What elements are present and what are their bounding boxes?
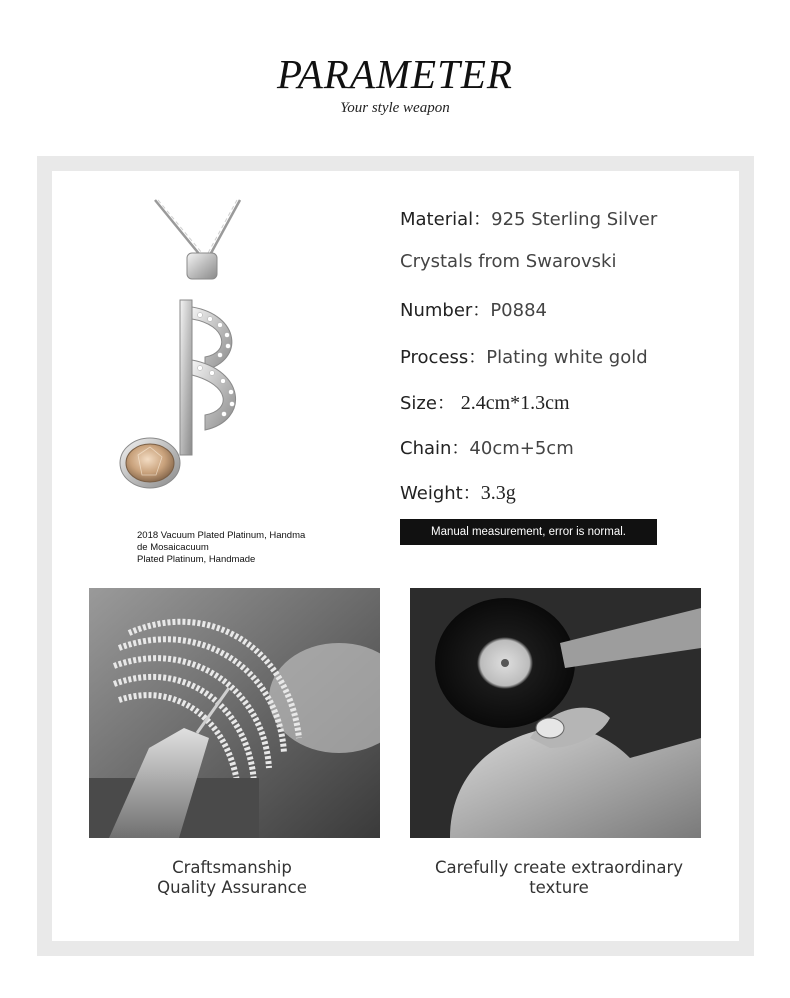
caption-line: 2018 Vacuum Plated Platinum, Handma (137, 530, 306, 541)
spec-chain (400, 434, 574, 460)
caption-line: Carefully create extraordinary (434, 858, 684, 877)
page-title: PARAMETER (277, 51, 513, 97)
spec-label: Process： (400, 347, 487, 368)
spec-label: Chain： (400, 438, 470, 459)
polishing-wheel-hands-photo (410, 588, 701, 838)
gallery-caption-2 (389, 858, 729, 898)
spec-value: 2.4cm*1.3cm (460, 392, 570, 414)
caption-line: Plated Platinum, Handmade (137, 554, 256, 565)
spec-value: 40cm+5cm (469, 438, 574, 459)
measurement-note: Manual measurement, error is normal. (400, 519, 657, 545)
spec-label: Weight： (400, 483, 481, 504)
spec-size (400, 389, 570, 415)
caption-line: Quality Assurance (157, 878, 307, 897)
spec-weight (400, 479, 516, 505)
product-caption (137, 530, 305, 566)
spec-number (400, 296, 547, 322)
spec-value: 3.3g (480, 482, 516, 504)
caption-line: de Mosaicacuum (137, 542, 209, 553)
music-note-pendant-icon (110, 195, 280, 505)
spec-label: Number： (400, 300, 491, 321)
spec-value: P0884 (490, 300, 547, 321)
caption-line: Craftsmanship (172, 858, 292, 877)
spec-value: Plating white gold (486, 347, 648, 368)
crystal-bracelets-tool-photo (89, 588, 380, 838)
spec-value: 925 Sterling Silver (491, 209, 658, 230)
spec-label: Size： (400, 393, 455, 414)
gallery-caption-1 (62, 858, 402, 898)
spec-material (400, 205, 657, 231)
spec-crystals (400, 251, 616, 272)
spec-value: Crystals from Swarovski (400, 251, 617, 272)
page-subtitle: Your style weapon (340, 100, 450, 116)
spec-process (400, 343, 648, 369)
spec-label: Material： (400, 209, 492, 230)
caption-line: texture (529, 878, 589, 897)
